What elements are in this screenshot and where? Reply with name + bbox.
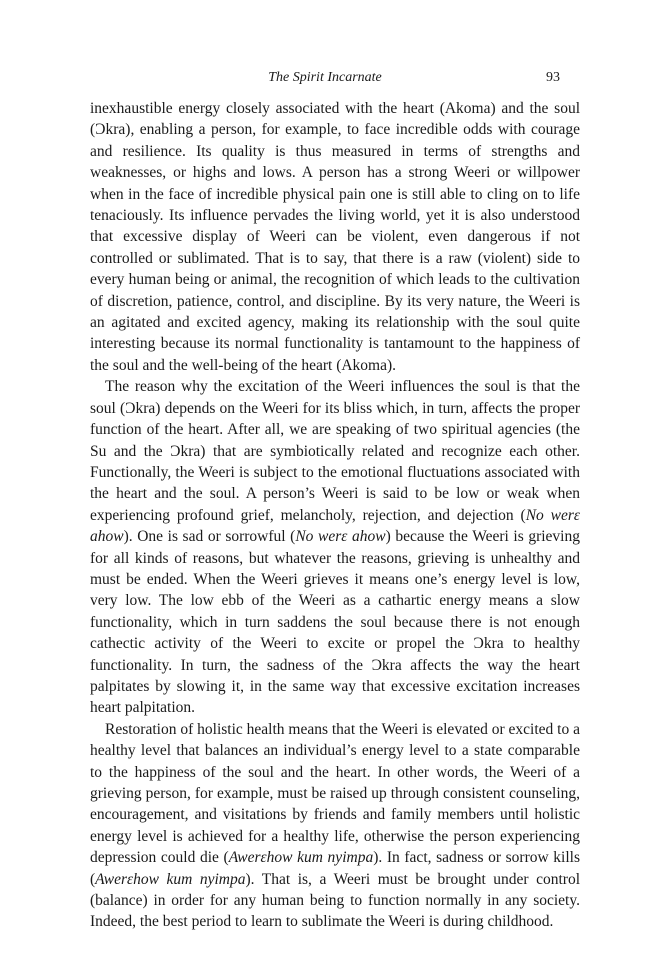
twi-phrase: Awerɛhow kum nyimpa bbox=[95, 870, 246, 888]
body-text bbox=[90, 98, 580, 933]
running-title: The Spirit Incarnate bbox=[268, 70, 382, 85]
paragraph-3 bbox=[90, 719, 580, 933]
running-head bbox=[90, 70, 560, 90]
twi-phrase: No werɛ ahow bbox=[90, 506, 580, 546]
text-run: The reason why the excitation of the Weeri influences the soul is that the soul (Ɔkra) depends on the Weeri for its bliss which, in turn, affects the proper function of the heart. After all, we are speaking of two spiritual agencies (the Su and the Ɔkra) that are symbiotically related and recognize each other. Functionally, the Weeri is subject to the emotional fluctuations associated with the heart and the soul. A person’s Weeri is said to be low or weak when experiencing profound grief, melancholy, rejection, and dejection ( bbox=[90, 378, 580, 524]
text-run: inexhaustible energy closely associated with the heart (Akoma) and the soul (Ɔkra), enabling a person, for example, to face incredible odds with courage and resilience. Its quality is thus measured in terms of strengths and weaknesses, or highs and lows. A person has a strong Weeri or willpower when in the face of incredible physical pain one is still able to cling on to life tenaciously. Its influence pervades the living world, yet it is also understood that excessive display of Weeri can be violent, even dangerous if not controlled or sublimated. That is to say, that there is a raw (violent) side to every human being or animal, the recognition of which leads to the cultivation of discretion, patience, control, and discipline. By its very nature, the Weeri is an agitated and excited agency, making its relationship with the soul quite interesting because its normal functionality is tantamount to the happiness of the soul and the well-being of the heart (Akoma). bbox=[90, 100, 580, 374]
text-run: ) because the Weeri is grieving for all kinds of reasons, but whatever the reasons, grieving is unhealthy and must be ended. When the Weeri grieves it means one’s energy level is low, very low. The low ebb of the Weeri as a cathartic energy means a slow functionality, which in turn saddens the soul because there is not enough cathectic activity of the Weeri to excite or propel the Ɔkra to healthy functionality. In turn, the sadness of the Ɔkra affects the way the heart palpitates by slowing it, in the same way that excessive excitation increases heart palpitation. bbox=[90, 528, 580, 717]
text-run: Restoration of holistic health means that the Weeri is elevated or excited to a healthy level that balances an individual’s energy level to a state comparable to the happiness of the soul and the heart. In other words, the Weeri of a grieving person, for example, must be raised up through consistent counseling, encouragement, and visitations by friends and family members until holistic energy level is achieved for a healthy life, otherwise the person experiencing depression could die ( bbox=[90, 720, 580, 867]
text-run: ). One is sad or sorrowful ( bbox=[123, 528, 296, 546]
text-run: ). In fact, sadness or sorrow kills ( bbox=[90, 849, 580, 888]
twi-phrase: Awerɛhow kum nyimpa bbox=[228, 849, 374, 867]
paragraph-1 bbox=[90, 98, 580, 376]
paragraph-2 bbox=[90, 376, 580, 719]
text-run: ). That is, a Weeri must be brought under control (balance) in order for any human being to function normally in any society. Indeed, the best period to learn to sublimate the Weeri is during childhood. bbox=[90, 870, 581, 931]
page-number: 93 bbox=[546, 70, 560, 85]
twi-phrase: No werɛ ahow bbox=[295, 528, 386, 546]
